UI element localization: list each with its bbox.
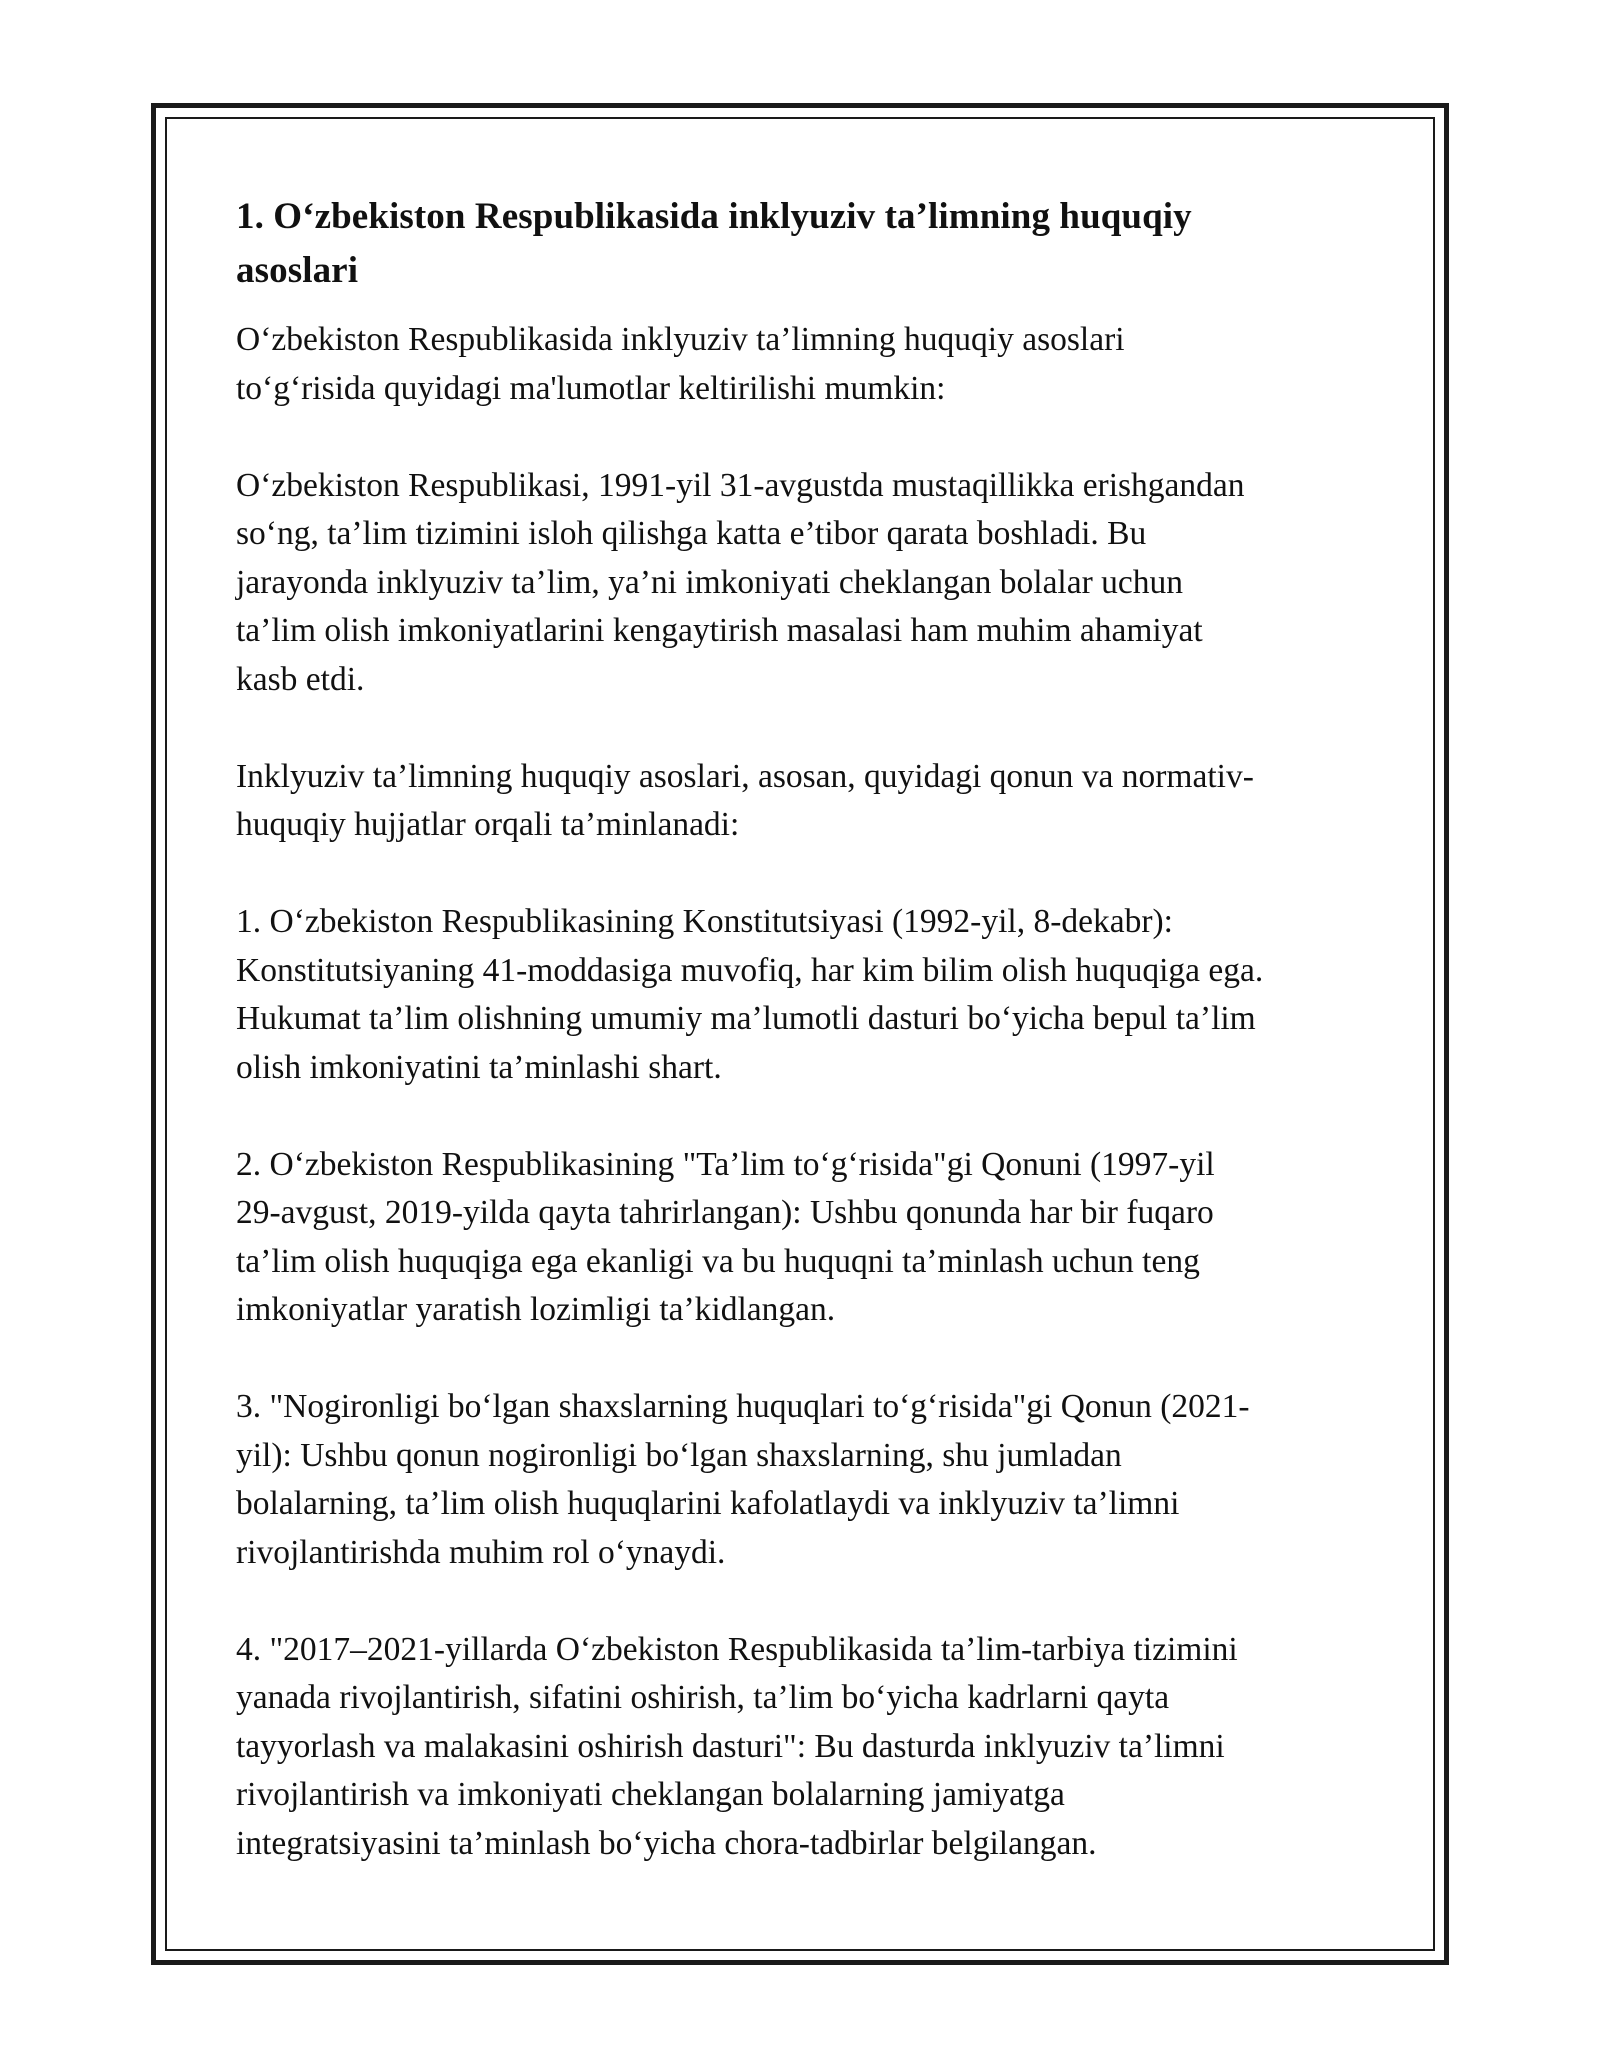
text-line: 4. "2017–2021-yillarda O‘zbekiston Respublikasida ta’lim-tarbiya tizimini — [236, 1630, 1238, 1668]
text-line: olish imkoniyatini ta’minlashi shart. — [236, 1048, 722, 1086]
text-line: O‘zbekiston Respublikasida inklyuziv ta’limning huquqiy asoslari — [236, 321, 1125, 358]
list-item-program — [236, 1626, 1386, 1869]
text-line: tayyorlash va malakasini oshirish dasturi": Bu dasturda inklyuziv ta’limni — [236, 1727, 1225, 1765]
text-line: yil): Ushbu qonun nogironligi bo‘lgan shaxslarning, shu jumladan — [236, 1436, 1122, 1474]
text-line: huquqiy hujjatlar orqali ta’minlanadi: — [236, 806, 740, 843]
text-line: 3. "Nogironligi bo‘lgan shaxslarning huquqlari to‘g‘risida"gi Qonun (2021- — [236, 1388, 1250, 1425]
text-line: 2. O‘zbekiston Respublikasining "Ta’lim to‘g‘risida"gi Qonuni (1997-yil — [236, 1145, 1215, 1183]
list-item-education-law — [236, 1141, 1386, 1335]
text-line: bolalarning, ta’lim olish huquqlarini kafolatlaydi va inklyuziv ta’limni — [236, 1485, 1180, 1522]
list-item-constitution — [236, 898, 1386, 1092]
text-line: ta’lim olish imkoniyatlarini kengaytirish masalasi ham muhim ahamiyat — [236, 612, 1203, 649]
text-line: 1. O‘zbekiston Respublikasining Konstitutsiyasi (1992-yil, 8-dekabr): — [236, 903, 1173, 940]
text-line: O‘zbekiston Respublikasi, 1991-yil 31-avgustda mustaqillikka erishgandan — [236, 466, 1245, 504]
text-line: integratsiyasini ta’minlash bo‘yicha chora-tadbirlar belgilangan. — [236, 1824, 1097, 1862]
text-line: imkoniyatlar yaratish lozimligi ta’kidlangan. — [236, 1291, 836, 1328]
text-line: rivojlantirish va imkoniyati cheklangan bolalarning jamiyatga — [236, 1776, 1065, 1813]
text-line: ta’lim olish huquqiga ega ekanligi va bu huquqni ta’minlash uchun teng — [236, 1242, 1200, 1280]
text-line: yanada rivojlantirish, sifatini oshirish, ta’lim bo‘yicha kadrlarni qayta — [236, 1679, 1170, 1716]
independence-paragraph — [236, 462, 1386, 705]
text-line: kasb etdi. — [236, 660, 365, 698]
text-line: 29-avgust, 2019-yilda qayta tahrirlangan): Ushbu qonunda har bir fuqaro — [236, 1194, 1214, 1231]
list-item-disability-law — [236, 1383, 1386, 1577]
text-line: jarayonda inklyuziv ta’lim, ya’ni imkoniyati cheklangan bolalar uchun — [236, 563, 1184, 601]
text-line: Konstitutsiyaning 41-moddasiga muvofiq, har kim bilim olish huquqiga ega. — [236, 951, 1264, 989]
legal-basis-paragraph — [236, 753, 1386, 850]
text-line: rivojlantirishda muhim rol o‘ynaydi. — [236, 1533, 726, 1571]
heading-line: asoslari — [236, 250, 359, 291]
section-heading — [236, 190, 1386, 298]
text-line: so‘ng, ta’lim tizimini isloh qilishga katta e’tibor qarata boshladi. Bu — [236, 515, 1147, 552]
intro-paragraph — [236, 316, 1386, 413]
text-line: to‘g‘risida quyidagi ma'lumotlar keltirilishi mumkin: — [236, 369, 946, 407]
heading-line: 1. O‘zbekiston Respublikasida inklyuziv ta’limning huquqiy — [236, 196, 1192, 237]
text-line: Hukumat ta’lim olishning umumiy ma’lumotli dasturi bo‘yicha bepul ta’lim — [236, 1000, 1256, 1037]
text-line: Inklyuziv ta’limning huquqiy asoslari, asosan, quyidagi qonun va normativ- — [236, 757, 1254, 795]
document-content — [236, 190, 1386, 1917]
